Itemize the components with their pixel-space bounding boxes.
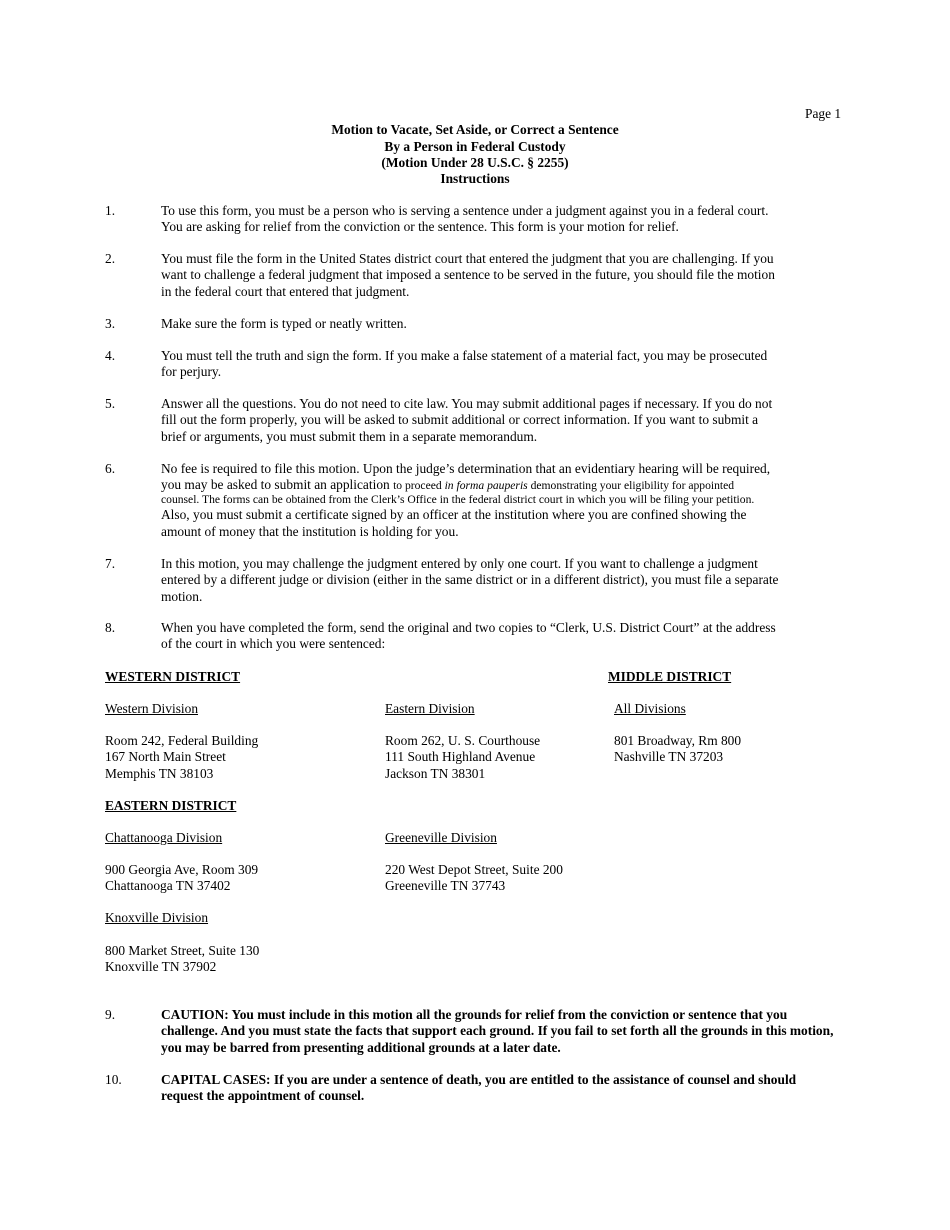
instruction-item-6 [161,461,846,540]
greeneville-division-address [385,862,563,895]
address-line: 800 Market Street, Suite 130 [105,943,260,958]
item-text: demonstrating your eligibility for appointed [527,479,735,493]
item-line: CAPITAL CASES: If you are under a sentence of death, you are entitled to the assistance of counsel and should [161,1072,797,1087]
knoxville-division-address [105,943,259,976]
item-line: Answer all the questions. You do not need to cite law. You may submit additional pages if necessary. If you do not [161,396,773,411]
item-line: No fee is required to file this motion. Upon the judge’s determination that an evidentiary hearing will be required, [161,461,771,476]
item-line: in the federal court that entered that judgment. [161,283,410,299]
item-line: of the court in which you were sentenced: [161,636,386,652]
item-line: Also, you must submit a certificate signed by an officer at the institution where you are confined showing the [161,507,747,523]
western-district-heading: WESTERN DISTRICT [105,669,241,684]
item-line: motion. [161,588,203,604]
instruction-item-8 [161,620,846,653]
form-title: Motion to Vacate, Set Aside, or Correct a Sentence [331,122,619,137]
eastern-district-heading: EASTERN DISTRICT [105,798,237,813]
address-line: Knoxville TN 37902 [105,959,217,975]
item-line: You must file the form in the United States district court that entered the judgment that you are challenging. If you [161,251,774,266]
form-statute: (Motion Under 28 U.S.C. § 2255) [381,155,569,170]
item-line: counsel. The forms can be obtained from the Clerk’s Office in the federal district court in which you will be filing your petition. [161,493,755,507]
item-line: entered by a different judge or division (either in the same district or in a different district), you must file a separate [161,572,779,588]
item-line: Make sure the form is typed or neatly written. [161,316,407,331]
all-divisions-address [614,733,741,766]
address-line: Greeneville TN 37743 [385,878,506,894]
item-number: 4. [105,348,116,363]
item-number: 10. [105,1072,122,1087]
item-line: challenge. And you must state the facts that support each ground. If you fail to set forth all the grounds in this motion, [161,1023,834,1039]
chattanooga-division-address [105,862,258,895]
item-line [161,477,846,492]
item-text: to proceed [393,479,445,493]
item-line: To use this form, you must be a person who is serving a sentence under a judgment against you in a federal court. [161,203,769,218]
item-line: When you have completed the form, send the original and two copies to “Clerk, U.S. District Court” at the address [161,620,776,635]
instruction-item-2 [161,251,846,300]
item-text: you may be asked to submit an application [161,477,394,493]
item-number: 6. [105,461,116,476]
address-line: 111 South Highland Avenue [385,749,536,765]
item-number: 2. [105,251,116,266]
address-line: Nashville TN 37203 [614,749,724,765]
middle-district-heading: MIDDLE DISTRICT [608,669,732,684]
item-line: brief or arguments, you must submit them in a separate memorandum. [161,428,538,444]
address-line: Memphis TN 38103 [105,765,214,781]
instruction-item-3 [161,316,846,332]
instruction-item-4 [161,348,846,381]
item-number: 3. [105,316,116,331]
greeneville-division-name: Greeneville Division [385,830,497,845]
address-line: Room 242, Federal Building [105,733,259,748]
item-line: You are asking for relief from the conviction or the sentence. This form is your motion for relief. [161,219,679,235]
address-line: 900 Georgia Ave, Room 309 [105,862,259,877]
item-line: In this motion, you may challenge the judgment entered by only one court. If you want to challenge a judgment [161,556,758,571]
address-line: Chattanooga TN 37402 [105,878,231,894]
western-division-name: Western Division [105,701,199,716]
instruction-item-5 [161,396,846,445]
item-number: 7. [105,556,116,571]
item-number: 1. [105,203,116,218]
chattanooga-division-name: Chattanooga Division [105,830,223,845]
address-line: 167 North Main Street [105,749,226,765]
item-line: you may be barred from presenting additional grounds at a later date. [161,1039,561,1055]
capital-cases-item [161,1072,906,1105]
latin-term: in forma pauperis [444,479,528,493]
instruction-item-7 [161,556,846,605]
instruction-item-1 [161,203,846,236]
address-line: 801 Broadway, Rm 800 [614,733,742,748]
item-line: CAUTION: You must include in this motion all the grounds for relief from the conviction or sentence that you [161,1007,788,1022]
item-line: want to challenge a federal judgment that imposed a sentence to be served in the future, you should file the motion [161,267,775,283]
item-line: fill out the form properly, you will be asked to submit additional or correct information. If you want to submit a [161,412,759,428]
address-line: Jackson TN 38301 [385,765,486,781]
item-number: 8. [105,620,116,635]
all-divisions-name: All Divisions [614,701,686,716]
item-line: request the appointment of counsel. [161,1088,365,1104]
eastern-division-address [385,733,540,782]
knoxville-division-name: Knoxville Division [105,910,209,925]
instructions-heading: Instructions [440,171,510,186]
western-division-address [105,733,258,782]
address-line: Room 262, U. S. Courthouse [385,733,541,748]
item-number: 9. [105,1007,116,1022]
page-number: Page 1 [805,106,842,121]
address-line: 220 West Depot Street, Suite 200 [385,862,563,877]
form-subtitle: By a Person in Federal Custody [384,139,566,154]
item-line: for perjury. [161,364,222,380]
item-line: You must tell the truth and sign the form. If you make a false statement of a material fact, you may be prosecuted [161,348,768,363]
item-number: 5. [105,396,116,411]
caution-item [161,1007,906,1056]
item-line: amount of money that the institution is holding for you. [161,523,459,539]
eastern-division-name: Eastern Division [385,701,475,716]
